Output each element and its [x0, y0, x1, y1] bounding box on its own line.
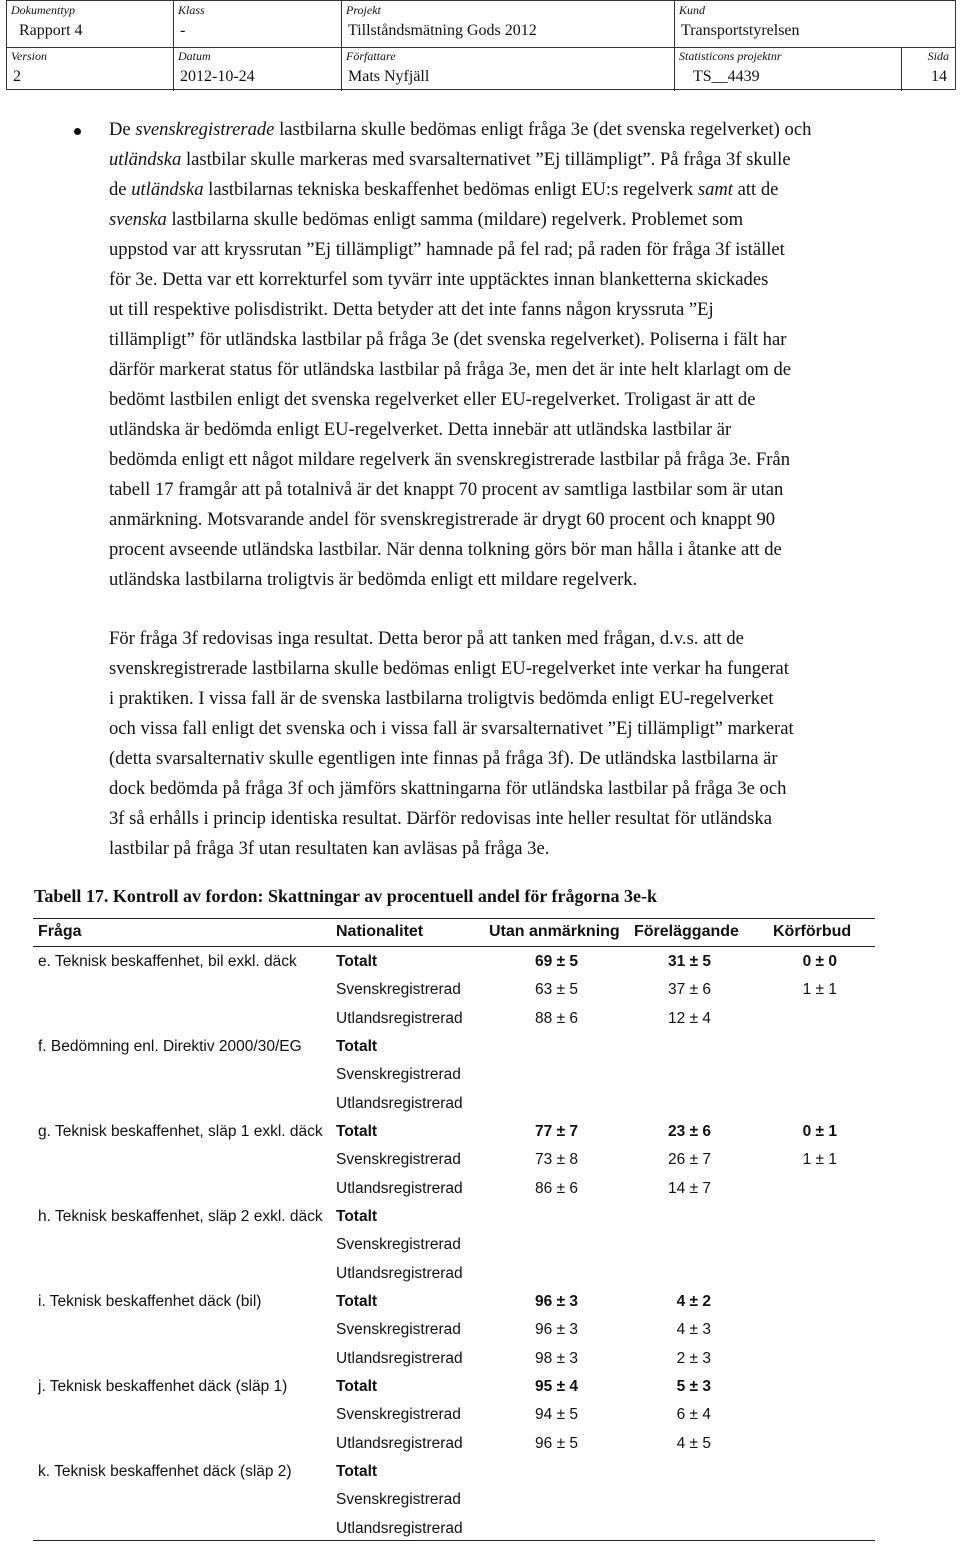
nationality-label: Utlandsregistrerad	[336, 1009, 463, 1027]
nationality-label: Svenskregistrerad	[336, 1406, 461, 1424]
value-cell: 77 ± 7	[535, 1122, 578, 1140]
body-paragraph-1	[109, 115, 931, 595]
text-line	[109, 325, 931, 355]
column-header-nationality: Nationalitet	[336, 923, 424, 940]
value-cell: 96 ± 3	[535, 1292, 578, 1310]
value-cell: 96 ± 5	[535, 1434, 578, 1452]
header-label: Sida	[927, 49, 949, 63]
header-cell-version	[7, 47, 173, 91]
header-value: TS__4439	[693, 68, 760, 85]
nationality-label: Utlandsregistrerad	[336, 1264, 463, 1282]
value-cell: 23 ± 6	[668, 1122, 711, 1140]
text-run: att de	[732, 179, 779, 200]
value-cell: 4 ± 3	[676, 1321, 711, 1339]
nationality-label: Totalt	[336, 1292, 378, 1310]
text-line	[109, 475, 931, 505]
table-caption: Tabell 17. Kontroll av fordon: Skattningar av procentuell andel för frågorna 3e-k	[34, 886, 658, 906]
text-line: (detta svarsalternativ skulle egentligen inte finnas på fråga 3f). De utländska lastbilarna är	[109, 748, 778, 769]
value-cell: 96 ± 3	[535, 1321, 578, 1339]
italic-run: svenska	[109, 209, 167, 230]
text-line	[109, 565, 931, 595]
text-line: svenskregistrerade lastbilarna skulle bedömas enligt EU-regelverket inte verkar ha fungerat	[109, 658, 789, 679]
question-label: g. Teknisk beskaffenhet, släp 1 exkl. däck	[38, 1122, 323, 1140]
value-cell: 6 ± 4	[676, 1406, 711, 1424]
table-top-rule	[33, 918, 875, 919]
text-line	[109, 145, 931, 175]
question-label: j. Teknisk beskaffenhet däck (släp 1)	[38, 1377, 288, 1395]
text-line	[109, 295, 931, 325]
nationality-label: Utlandsregistrerad	[336, 1179, 463, 1197]
header-cell-author	[341, 47, 674, 91]
header-label: Författare	[346, 49, 396, 63]
header-cell-client	[674, 1, 955, 47]
text-line	[109, 415, 931, 445]
nationality-label: Totalt	[336, 1037, 378, 1055]
header-cell-doctype	[7, 1, 173, 47]
text-line	[109, 385, 931, 415]
header-value: Transportstyrelsen	[681, 22, 800, 39]
column-header-prohibition: Körförbud	[773, 923, 852, 940]
text-run: lastbilar skulle markeras med svarsalternativet ”Ej tillämpligt”. På fråga 3f skulle	[181, 149, 791, 170]
header-value: Tillståndsmätning Gods 2012	[348, 22, 537, 39]
table-header-rule	[33, 946, 875, 947]
header-value: Rapport 4	[19, 22, 83, 39]
document-header	[6, 0, 956, 90]
value-cell: 5 ± 3	[676, 1377, 711, 1395]
value-cell: 95 ± 4	[535, 1377, 578, 1395]
header-label: Version	[11, 49, 47, 63]
header-label: Projekt	[346, 3, 381, 17]
nationality-label: Utlandsregistrerad	[336, 1094, 463, 1112]
text-line	[109, 265, 931, 295]
text-run: lastbilarnas tekniska beskaffenhet bedömas enligt EU:s regelverk	[203, 179, 698, 200]
value-cell: 94 ± 5	[535, 1406, 578, 1424]
header-label: Dokumenttyp	[11, 3, 75, 17]
value-cell: 14 ± 7	[668, 1179, 711, 1197]
nationality-label: Totalt	[336, 1122, 378, 1140]
value-cell: 86 ± 6	[535, 1179, 578, 1197]
value-cell: 73 ± 8	[535, 1151, 578, 1169]
header-cell-projnr	[674, 47, 901, 91]
nationality-label: Svenskregistrerad	[336, 1321, 461, 1339]
question-label: f. Bedömning enl. Direktiv 2000/30/EG	[38, 1037, 302, 1055]
value-cell: 31 ± 5	[668, 953, 711, 970]
header-label: Kund	[679, 3, 706, 17]
nationality-label: Utlandsregistrerad	[336, 1434, 463, 1452]
text-line	[109, 205, 931, 235]
results-table	[33, 918, 875, 1542]
header-value: 14	[931, 68, 947, 85]
text-line: 3f så erhålls i princip identiska resultat. Därför redovisas inte heller resultat för utländska	[109, 808, 772, 829]
value-cell: 26 ± 7	[668, 1151, 711, 1169]
text-line: i praktiken. I vissa fall är de svenska lastbilarna troligtvis bedömda enligt EU-regelverket	[109, 688, 774, 709]
text-run: utländska är bedömda enligt EU-regelverket. Detta innebär att utländska lastbilar är	[109, 419, 732, 440]
header-value: Mats Nyfjäll	[348, 68, 430, 85]
value-cell: 1 ± 1	[802, 981, 837, 999]
text-line: dock bedömda på fråga 3f och jämförs skattningarna för utländska lastbilar på fråga 3e och	[109, 778, 787, 799]
header-label: Statisticons projektnr	[679, 49, 782, 63]
text-run: bedömda enligt ett något mildare regelverk än svenskregistrerade lastbilar på fråga 3e. Från	[109, 449, 790, 470]
text-run: tabell 17 framgår att på totalnivå är det knappt 70 procent av samtliga lastbilar som är utan	[109, 479, 784, 500]
nationality-label: Totalt	[336, 953, 378, 970]
nationality-label: Svenskregistrerad	[336, 1066, 461, 1084]
italic-run: utländska	[109, 149, 182, 170]
value-cell: 88 ± 6	[535, 1009, 578, 1027]
header-row-1	[7, 1, 955, 48]
header-cell-page	[901, 47, 955, 91]
nationality-label: Utlandsregistrerad	[336, 1349, 463, 1367]
body-paragraph-2	[109, 624, 931, 864]
text-run: anmärkning. Motsvarande andel för svenskregistrerade är drygt 60 procent och knappt 90	[109, 509, 776, 530]
value-cell: 12 ± 4	[668, 1009, 711, 1027]
text-line	[109, 175, 931, 205]
question-label: e. Teknisk beskaffenhet, bil exkl. däck	[38, 953, 297, 970]
text-run: bedömt lastbilen enligt det svenska regelverket eller EU-regelverket. Troligast är att de	[109, 389, 756, 410]
text-line	[109, 235, 931, 265]
italic-run: utländska	[131, 179, 204, 200]
nationality-label: Utlandsregistrerad	[336, 1519, 463, 1537]
header-row-2	[7, 47, 955, 91]
column-header-question: Fråga	[38, 923, 82, 940]
italic-run: svenskregistrerade	[135, 119, 275, 140]
value-cell: 2 ± 3	[676, 1349, 711, 1367]
nationality-label: Totalt	[336, 1207, 378, 1225]
value-cell: 0 ± 0	[802, 953, 837, 970]
value-cell: 69 ± 5	[535, 953, 578, 970]
text-line	[109, 355, 931, 385]
text-run: tillämpligt” för utländska lastbilar på fråga 3e (det svenska regelverket). Poliserna i fält har	[109, 329, 787, 350]
value-cell: 4 ± 5	[676, 1434, 711, 1452]
text-run: ut till respektive polisdistrikt. Detta betyder att det inte fanns någon kryssruta ”Ej	[109, 299, 714, 320]
text-run: uppstod var att kryssrutan ”Ej tillämpligt” hamnade på fel rad; på raden för fråga 3f istället	[109, 239, 785, 260]
value-cell: 37 ± 6	[668, 981, 711, 999]
bullet-icon	[74, 128, 81, 135]
nationality-label: Totalt	[336, 1462, 378, 1480]
italic-run: samt	[697, 179, 733, 200]
value-cell: 0 ± 1	[802, 1122, 837, 1140]
text-run: lastbilarna skulle bedömas enligt samma (mildare) regelverk. Problemet som	[166, 209, 744, 230]
nationality-label: Svenskregistrerad	[336, 981, 461, 999]
text-line	[109, 115, 931, 145]
header-cell-class	[173, 1, 341, 47]
question-label: k. Teknisk beskaffenhet däck (släp 2)	[38, 1462, 292, 1480]
nationality-label: Svenskregistrerad	[336, 1151, 461, 1169]
header-value: 2012-10-24	[180, 68, 255, 85]
text-line: lastbilar på fråga 3f utan resultaten kan avläsas på fråga 3e.	[109, 838, 550, 859]
question-label: i. Teknisk beskaffenhet däck (bil)	[38, 1292, 262, 1310]
text-line	[109, 505, 931, 535]
value-cell: 98 ± 3	[535, 1349, 578, 1367]
header-cell-date	[173, 47, 341, 91]
header-label: Klass	[178, 3, 205, 17]
header-label: Datum	[178, 49, 211, 63]
column-header-injunction: Föreläggande	[634, 923, 739, 940]
nationality-label: Svenskregistrerad	[336, 1236, 461, 1254]
value-cell: 63 ± 5	[535, 981, 578, 999]
text-run: procent avseende utländska lastbilar. När denna tolkning görs bör man hålla i åtanke att de	[109, 539, 782, 560]
value-cell: 1 ± 1	[802, 1151, 837, 1169]
question-label: h. Teknisk beskaffenhet, släp 2 exkl. däck	[38, 1207, 323, 1225]
text-run: de	[109, 179, 132, 200]
text-run: lastbilarna skulle bedömas enligt fråga 3e (det svenska regelverket) och	[274, 119, 812, 140]
text-line	[109, 445, 931, 475]
header-value: -	[180, 22, 186, 39]
text-run: för 3e. Detta var ett korrekturfel som tyvärr inte upptäcktes innan blanketterna skickades	[109, 269, 769, 290]
text-line: För fråga 3f redovisas inga resultat. Detta beror på att tanken med frågan, d.v.s. att de	[109, 628, 744, 649]
text-run: utländska lastbilarna troligtvis är bedömda enligt ett mildare regelverk.	[109, 569, 638, 590]
nationality-label: Totalt	[336, 1377, 378, 1395]
text-run: De	[109, 119, 136, 140]
nationality-label: Svenskregistrerad	[336, 1491, 461, 1509]
header-value: 2	[13, 68, 21, 85]
header-cell-project	[341, 1, 674, 47]
text-line	[109, 535, 931, 565]
value-cell: 4 ± 2	[676, 1292, 711, 1310]
column-header-no-remark: Utan anmärkning	[489, 923, 620, 940]
table-bottom-rule	[33, 1540, 875, 1541]
text-line: och vissa fall enligt det svenska och i vissa fall är svarsalternativet ”Ej tillämpligt” markerat	[109, 718, 794, 739]
text-run: därför markerat status för utländska lastbilar på fråga 3e, men det är inte helt klarlagt om de	[109, 359, 792, 380]
